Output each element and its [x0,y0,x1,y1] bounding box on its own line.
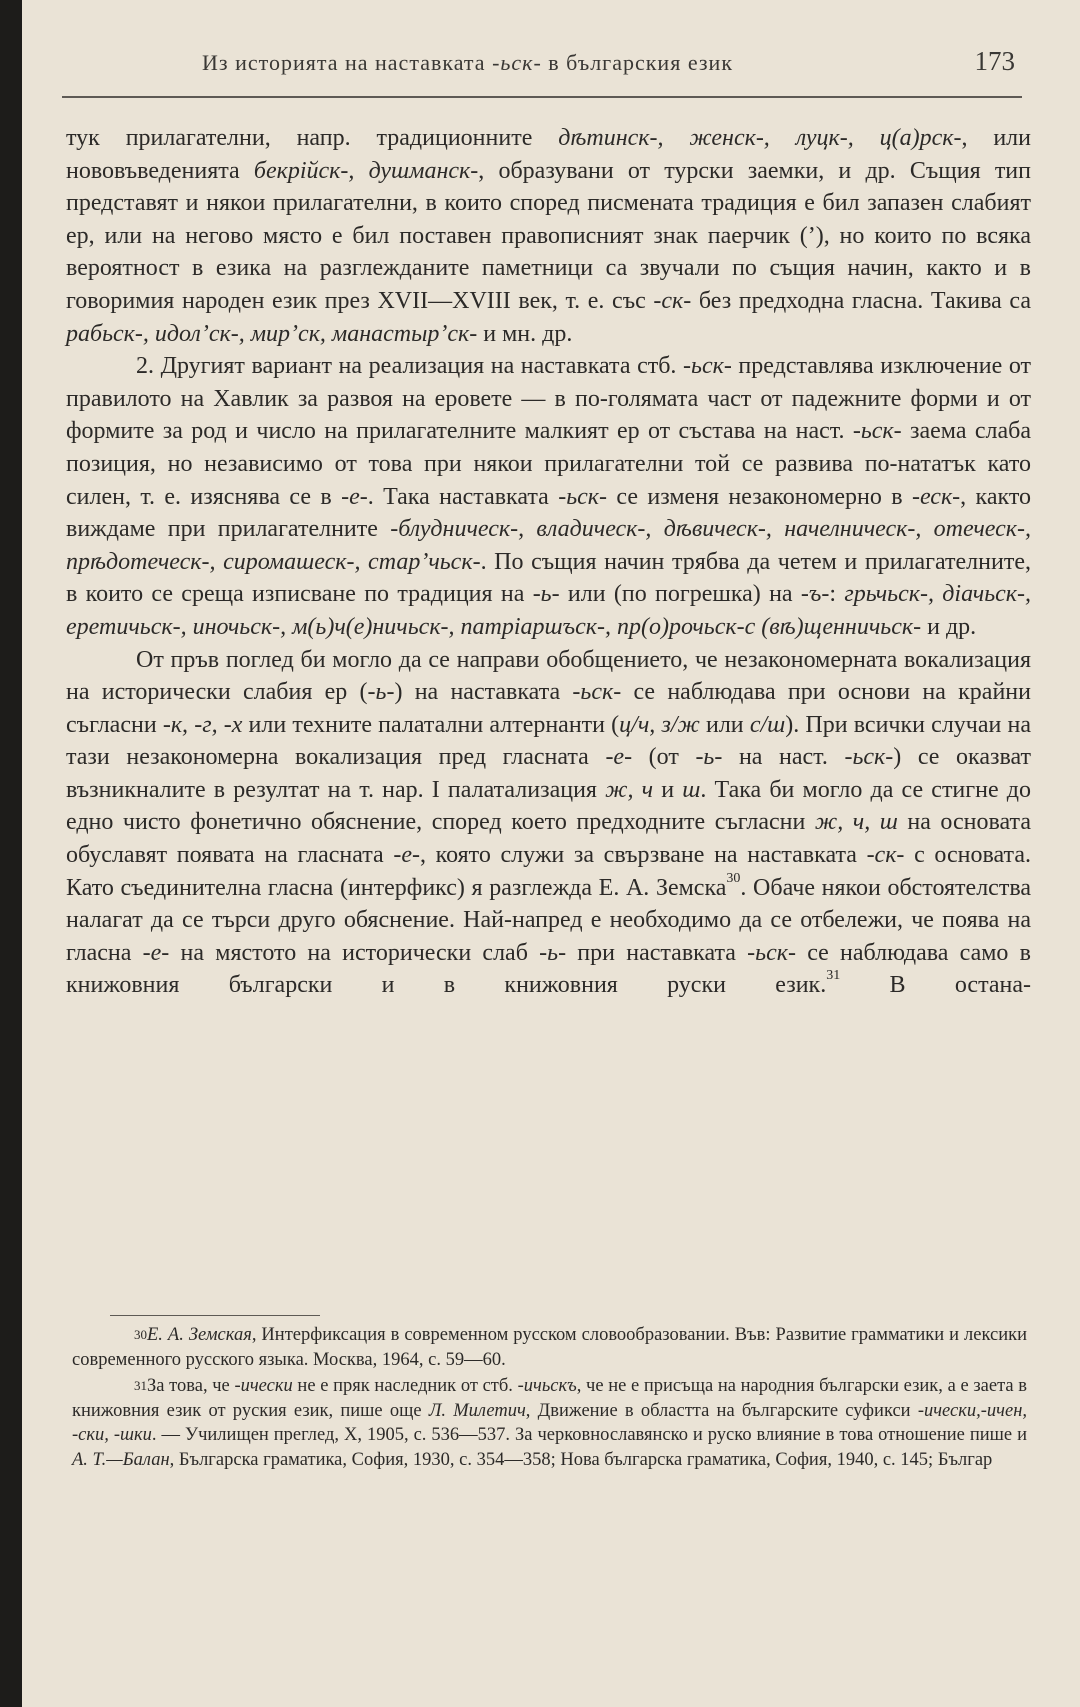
footnote-rule [110,1315,320,1316]
paragraph-3: От пръв поглед би могло да се направи обобщението, че незакономерната вокализация на исторически слабия ер (-ь-) на наставката -ьск- се наблюдава при основи на крайни съгласни -к, -г, -х или техните палатални алтернанти (ц/ч, з/ж или с/ш). При всички случаи на тази незакономерна вокализация пред гласната -е- (от -ь- на наст. -ьск-) се оказват възникналите в резултат на т. нар. I палатализация ж, ч и ш. Така би могло да се стигне до едно чисто фонетично обяснение, според което предходните съгласни ж, ч, ш на основата обуславят появата на гласната -е-, която служи за свързване на наставката -ск- с основата. Като съединителна гласна (интерфикс) я разглежда Е. А. Земска$^{30}$. Обаче някои обстоятелства налагат да се търси друго обяснение. Най-напред е необходимо да се отбележи, че поява на гласна -е- на мястото на исторически слаб -ь- при наставката -ьск- се наблюдава само в книжовния български и в книжовния руски език.$^{31}$ В остана- [66,646,1032,999]
footnote-number: 31 [134,1378,147,1393]
running-title-part2: в българския език [541,50,734,75]
footnote-text: За това, че -ически не е пряк наследник от стб. -ичьскъ, че не е присъща на народния български език, а е заета в книжовния език от руския език, пише още Л. Милетич, Движение в областта на българските суфикси -ически,-ичен, -ски, -шки. — Училищен преглед, X, 1905, с. 536—537. За черковнославянско и руско влияние в това отношение пише и А. Т.—Балан, Българска граматика, София, 1930, с. 354—358; Нова българска граматика, София, 1940, с. 145; Българ [72,1376,1028,1470]
running-title-part1: Из историята на наставката [202,50,493,75]
footnote-30 [72,1323,1027,1372]
footnote-text: Е. А. Земская, Интерфиксация в современном русском словообразовании. Във: Развитие грамматики и лексики современного русского языка. Москва, 1964, с. 59—60. [72,1325,1027,1370]
page-number: 173 [974,46,1015,76]
header-rule [62,96,1022,98]
main-text [66,122,1031,1002]
paragraph-1: тук прилагателни, напр. традиционните дѣтинск-, женск-, луцк-, ц(а)рск-, или нововъведенията бекрійск-, душманск-, образувани от турски заемки, и др. Същия тип представят и някои прилагателни, в които според писмената традиция е бил запазен слабият ер, или на негово място е бил поставен правописният знак паерчик (’), но които по всяка вероятност в езика на разглежданите паметници са звучали по същия начин, както и в говоримия народен език през XVII—XVIII век, т. е. със -ск- без предходна гласна. Такива са рабьск-, идол’ск-, мир’ск, манастыр’ск- и мн. др. [66,125,1031,347]
paragraph-2: 2. Другият вариант на реализация на наставката стб. -ьск- представлява изключение от правилото на Хавлик за развоя на еровете — в по-голямата част от падежните форми и от формите за род и число на прилагателните малкият ер от състава на наст. -ьск- заема слаба позиция, но независимо от това при някои прилагателни той се развива по-нататък като силен, т. е. изяснява се в -е-. Така наставката -ьск- се изменя незакономерно в -еск-, както виждаме при прилагателните -блудническ-, владическ-, дѣвическ-, начелническ-, отеческ-, прѣдотеческ-, сиромашеск-, стар’чьск-. По същия начин трябва да четем и прилагателните, в които се среща изписване по традиция на -ь- или (по погрешка) на -ъ-: грьчьск-, діачьск-, еретичьск-, иночьск-, м(ь)ч(е)ничьск-, патріаршъск-, пр(о)рочьск-с (вѣ)щенничьск- и др. [66,353,1032,640]
running-title [202,50,733,76]
footnotes [72,1323,1027,1474]
footnote-31 [72,1374,1027,1472]
book-page [22,0,1080,1707]
page-header [202,46,1015,84]
footnote-number: 30 [134,1327,147,1342]
running-title-suffix: -ьск- [492,50,542,75]
